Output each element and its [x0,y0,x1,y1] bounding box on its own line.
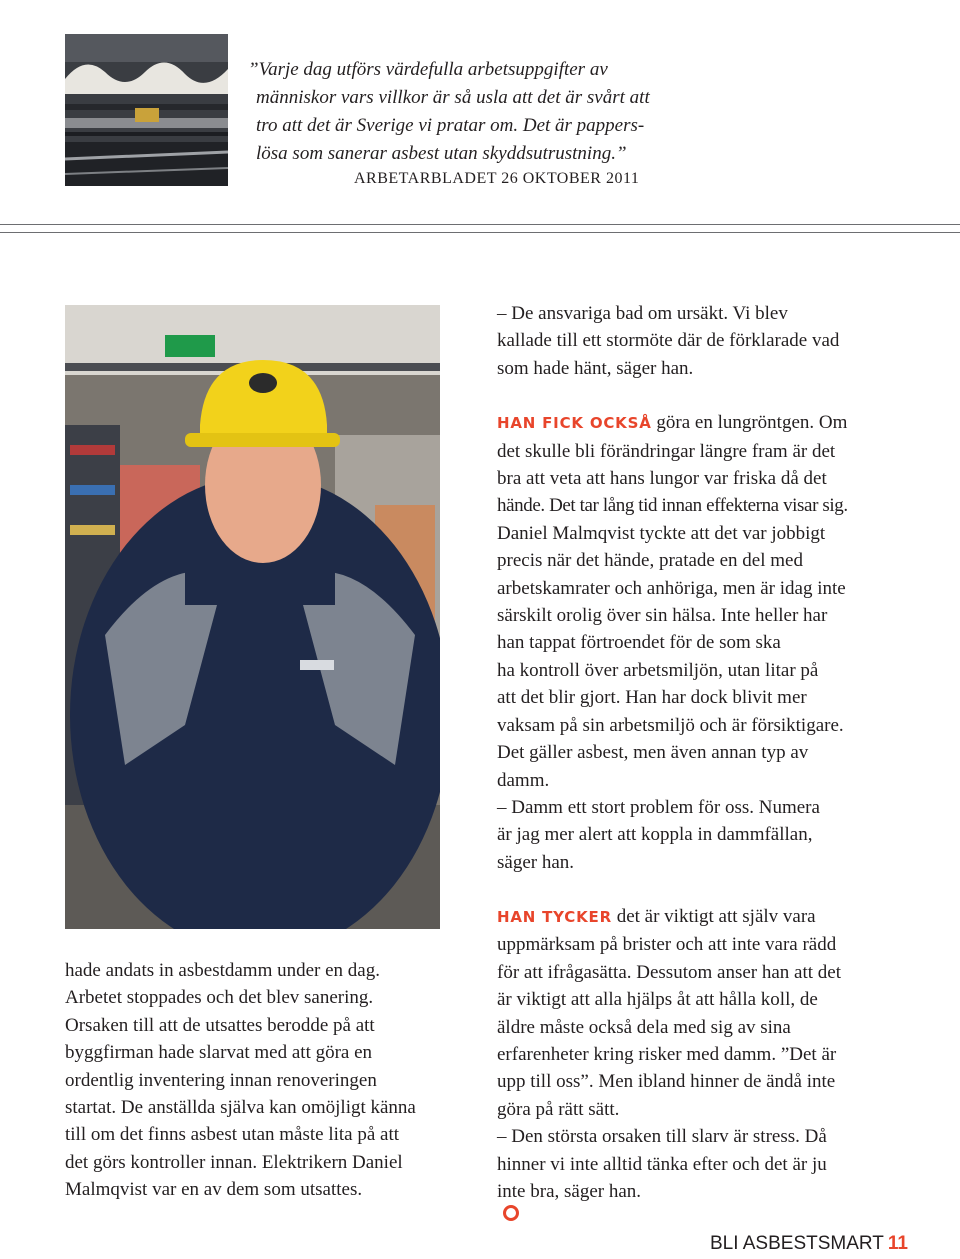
text-line: Daniel Malmqvist tyckte att det var jobbigt [497,522,826,544]
quote-line: tro att det är Sverige vi pratar om. Det är pappers- [256,115,645,136]
text-line: precis när det hände, pratade en del med [497,550,803,572]
text-line: bra att veta att hans lungor var friska då det [497,468,827,490]
body-paragraph [497,903,897,1123]
text-fragment: inte bra, säger han. [497,1181,642,1203]
text-line: ha kontroll över arbetsmiljön, utan litar på [497,659,819,681]
text-line: särskilt orolig över sin hälsa. Inte heller har [497,605,828,627]
text-line: göra på rätt sätt. [497,1098,620,1120]
text-line: startat. De anställda själva kan omöjligt känna [65,1097,416,1119]
divider-rule [0,232,960,233]
text-line: ordentlig inventering innan renoveringen [65,1069,377,1091]
left-column-text [65,957,445,1204]
divider-rule [0,224,960,225]
text-line: – Damm ett stort problem för oss. Numera [497,796,820,818]
body-paragraph [497,1123,897,1221]
end-of-article-circle-icon [503,1205,519,1221]
text-line: arbetskamrater och anhöriga, men är idag inte [497,577,846,599]
text-line: damm. [497,769,550,791]
text-line [497,903,897,931]
page-footer [710,1233,908,1255]
text-line: hände. Det tar lång tid innan effekterna visar sig. [497,495,848,517]
page-number: 11 [887,1233,908,1254]
text-line: erfarenheter kring risker med damm. ”Det är [497,1044,837,1066]
text-line: upp till oss”. Men ibland hinner de ändå inte [497,1071,836,1093]
text-line: det skulle bli förändringar längre fram är det [497,440,836,462]
text-line: kallade till ett stormöte där de förklarade vad [497,330,840,352]
text-line: Malmqvist var en av dem som utsattes. [65,1179,363,1201]
quote-line: ”Varje dag utförs värdefulla arbetsuppgifter av [248,59,608,80]
text-line: som hade hänt, säger han. [497,357,694,379]
body-paragraph [65,957,445,1204]
body-paragraph [497,300,897,382]
text-line: hinner vi inte alltid tänka efter och det är ju [497,1153,827,1175]
body-paragraph [497,794,897,876]
quote-source: ARBETARBLADET 26 OKTOBER 2011 [354,170,640,187]
ceiling-photo [65,34,228,186]
text-line [497,1178,897,1221]
text-line: vaksam på sin arbetsmiljö och är försiktigare. [497,714,844,736]
text-line: – De ansvariga bad om ursäkt. Vi blev [497,303,788,324]
text-line: byggfirman hade slarvat med att göra en [65,1042,373,1064]
text-line: att det blir gjort. Han har dock blivit mer [497,687,807,709]
text-line: äldre måste också dela med sig av sina [497,1016,791,1038]
pull-quote [248,56,718,168]
magazine-name: BLI ASBESTSMART [710,1233,884,1254]
text-line: säger han. [497,851,575,873]
text-line: Arbetet stoppades och det blev sanering. [65,987,374,1009]
body-paragraph [497,409,897,794]
right-column-text-lower [497,903,897,1221]
text-line: hade andats in asbestdamm under en dag. [65,960,380,981]
quote-line: lösa som sanerar asbest utan skyddsutrustning.” [256,143,627,164]
quote-line: människor vars villkor är så usla att det är svårt att [256,87,650,108]
text-line: är jag mer alert att koppla in dammfällan, [497,824,813,846]
text-line: – Den största orsaken till slarv är stress. Då [497,1126,827,1148]
text-line [497,409,897,437]
lead-in: HAN TYCKER [497,908,612,926]
lead-in: HAN FICK OCKSÅ [497,414,652,433]
worker-portrait-photo [65,305,440,929]
text-line: Orsaken till att de utsattes berodde på att [65,1014,375,1036]
text-line: för att ifrågasätta. Dessutom anser han att det [497,961,841,983]
text-line: är viktigt att alla hjälps åt att hålla koll, de [497,989,818,1011]
text-fragment: göra en lungröntgen. Om [651,412,848,434]
text-line: uppmärksam på brister och att inte vara rädd [497,934,837,956]
text-line: till om det finns asbest utan måste lita på att [65,1124,400,1146]
right-column-text-upper [497,300,897,876]
text-fragment: det är viktigt att själv vara [611,906,816,927]
text-line: Det gäller asbest, men även annan typ av [497,742,809,764]
text-line: han tappat förtroendet för de som ska [497,632,781,654]
text-line: det görs kontroller innan. Elektrikern Daniel [65,1151,403,1173]
